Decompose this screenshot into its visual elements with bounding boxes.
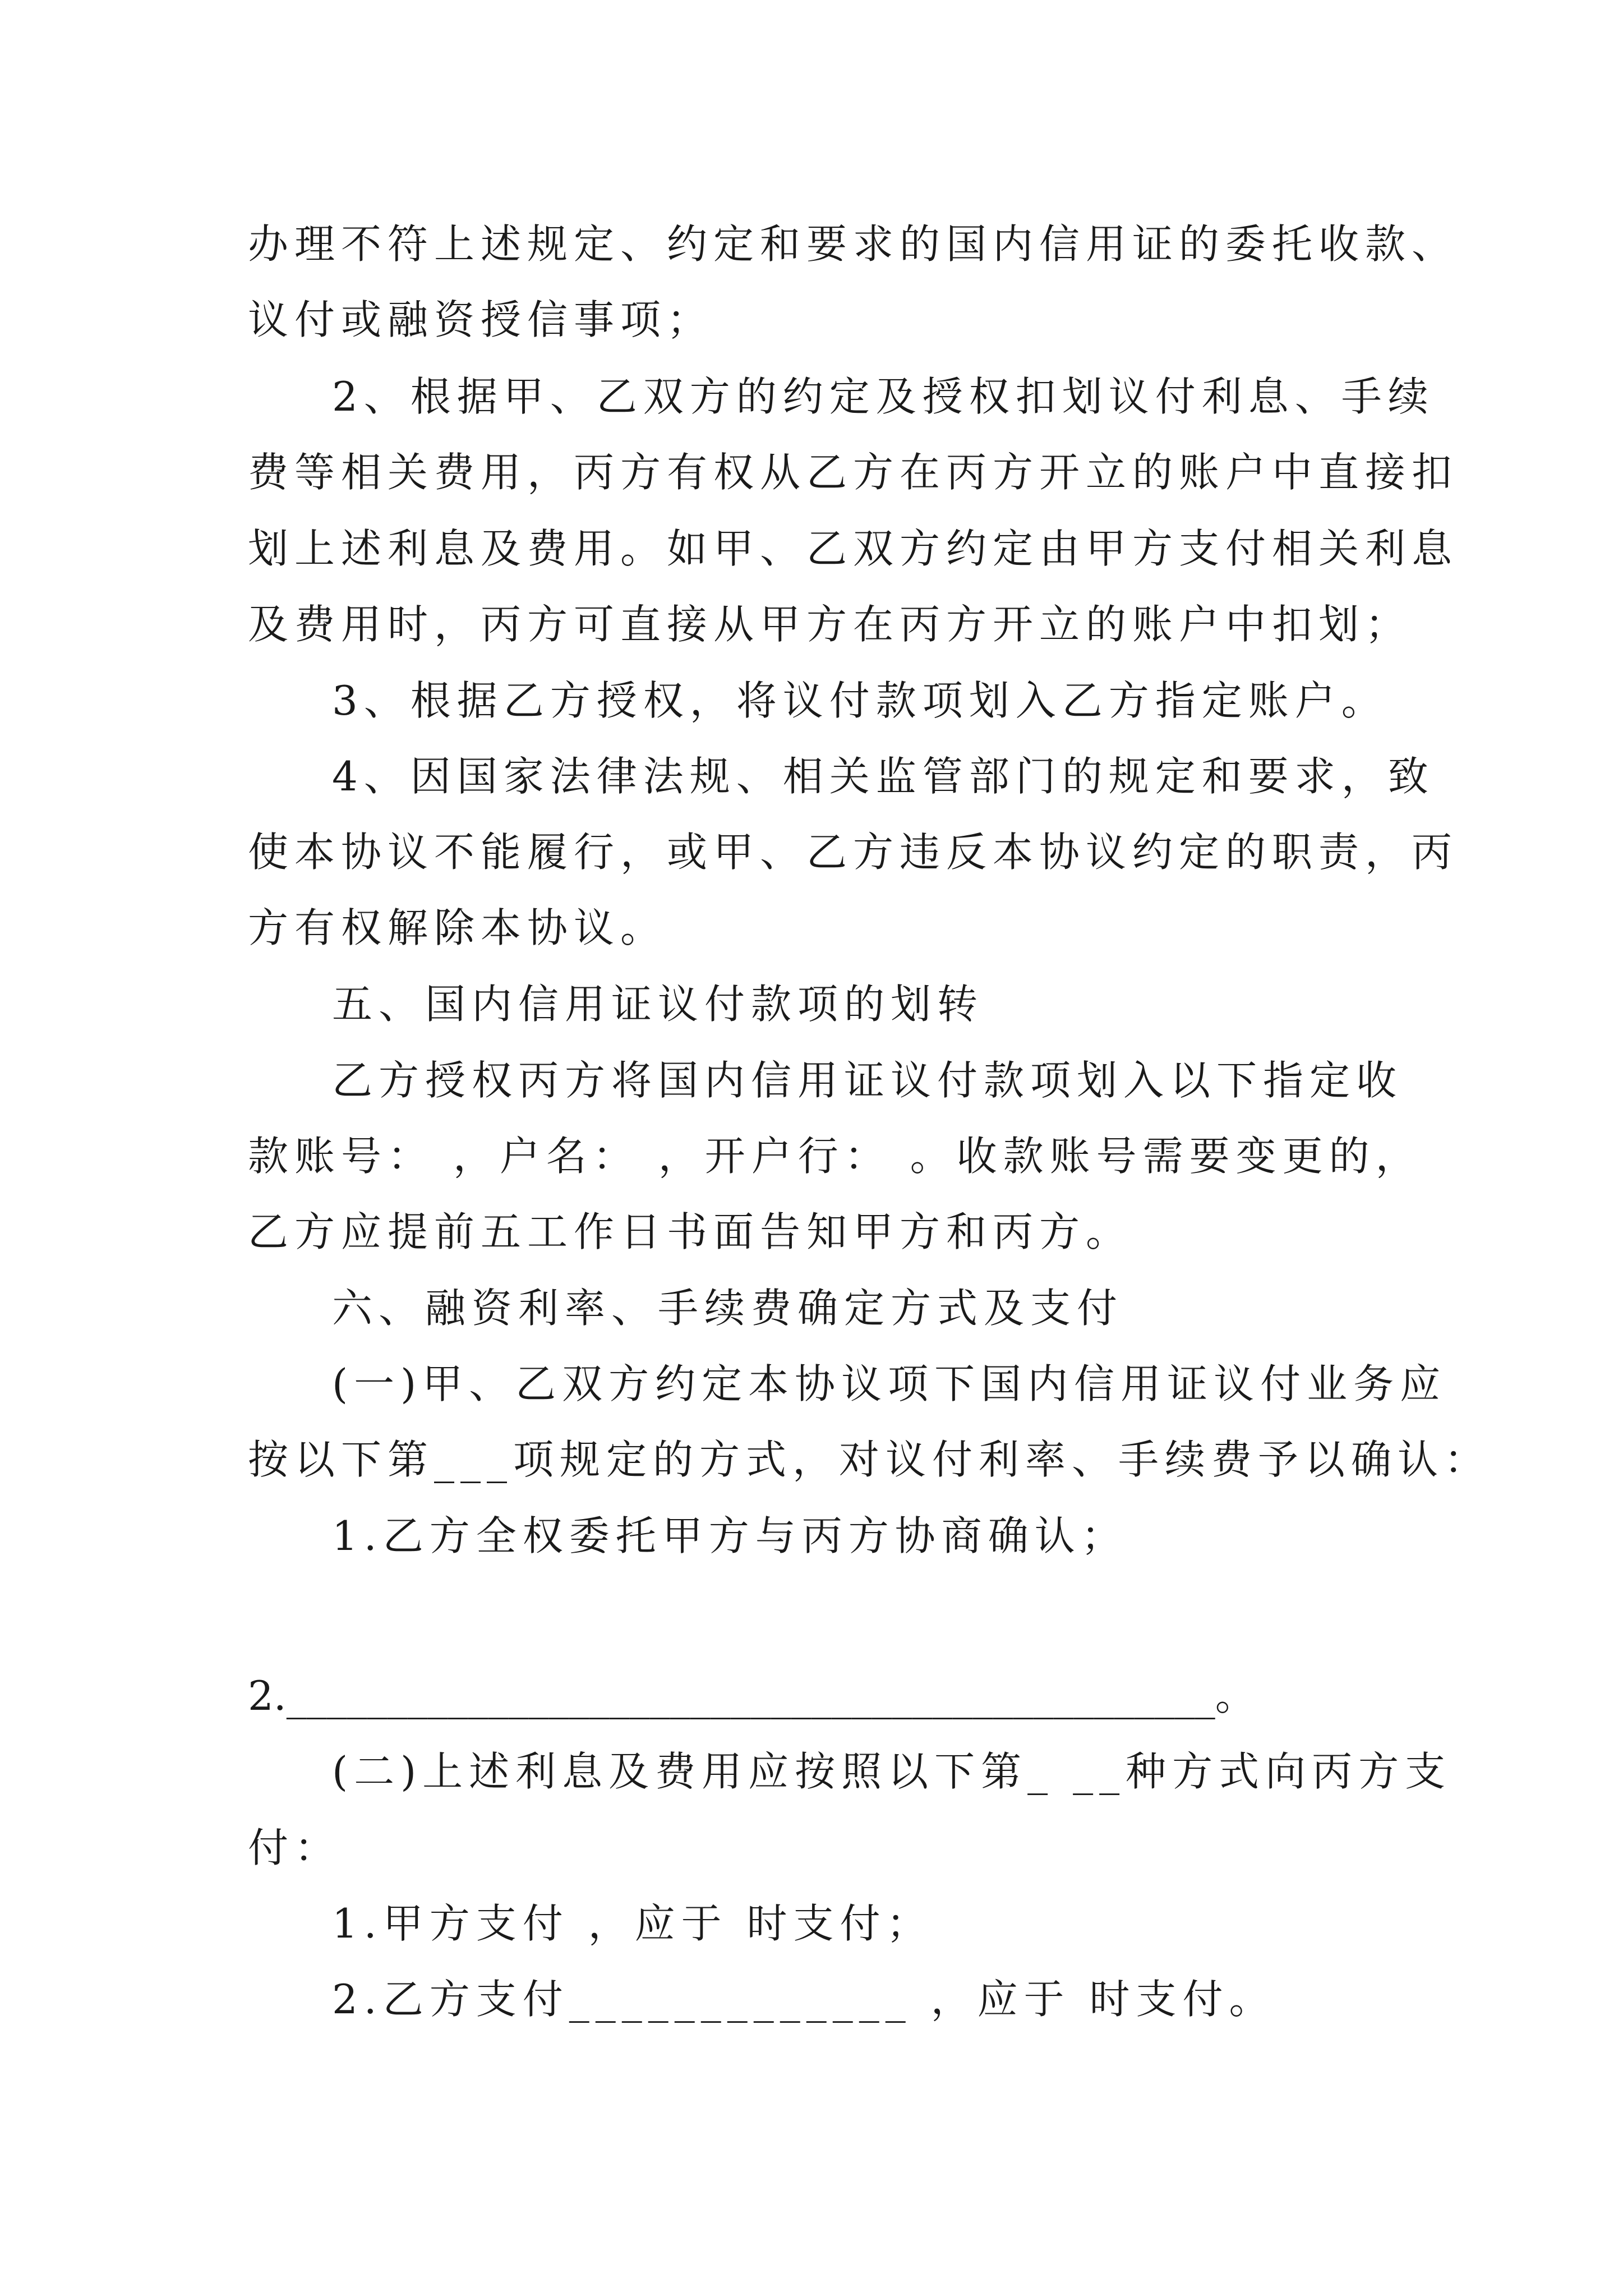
text-line: 乙方应提前五工作日书面告知甲方和丙方。 (248, 1208, 1133, 1255)
text-line: 4、因国家法律法规、相关监管部门的规定和要求，致 (332, 753, 1435, 800)
text-line: 付： (248, 1824, 342, 1871)
section-heading: 五、国内信用证议付款项的划转 (332, 981, 984, 1028)
text-line: 按以下第___项规定的方式，对议付利率、手续费予以确认： (248, 1436, 1491, 1483)
text-line: 2.______________________________________________。 (248, 1672, 1256, 1719)
text-line: 3、根据乙方授权，将议付款项划入乙方指定账户。 (332, 677, 1388, 724)
text-line: 2.乙方支付_____________ ，应于 时支付。 (332, 1976, 1276, 2023)
text-line: 方有权解除本协议。 (248, 904, 667, 951)
text-line: 划上述利息及费用。如甲、乙双方约定由甲方支付相关利息 (248, 525, 1459, 572)
text-line: 及费用时，丙方可直接从甲方在丙方开立的账户中扣划； (248, 601, 1412, 648)
text-line: 议付或融资授信事项； (248, 296, 714, 343)
text-line: 款账号： ，户名： ，开户行： 。收款账号需要变更的， (248, 1133, 1422, 1180)
section-heading: 六、融资利率、手续费确定方式及支付 (332, 1285, 1124, 1332)
text-line: (一)甲、乙双方约定本协议项下国内信用证议付业务应 (332, 1360, 1447, 1407)
text-line: 办理不符上述规定、约定和要求的国内信用证的委托收款、 (248, 220, 1459, 268)
text-line: 1.乙方全权委托甲方与丙方协商确认； (332, 1512, 1128, 1559)
text-line: 2、根据甲、乙双方的约定及授权扣划议付利息、手续 (332, 373, 1435, 420)
text-line: 使本协议不能履行，或甲、乙方违反本协议约定的职责，丙 (248, 829, 1459, 876)
text-line: 费等相关费用，丙方有权从乙方在丙方开立的账户中直接扣 (248, 449, 1459, 496)
text-line: 乙方授权丙方将国内信用证议付款项划入以下指定收 (332, 1057, 1403, 1104)
text-line: (二)上述利息及费用应按照以下第_ __种方式向丙方支 (332, 1748, 1452, 1795)
text-line: 1.甲方支付 ，应于 时支付； (332, 1900, 933, 1947)
